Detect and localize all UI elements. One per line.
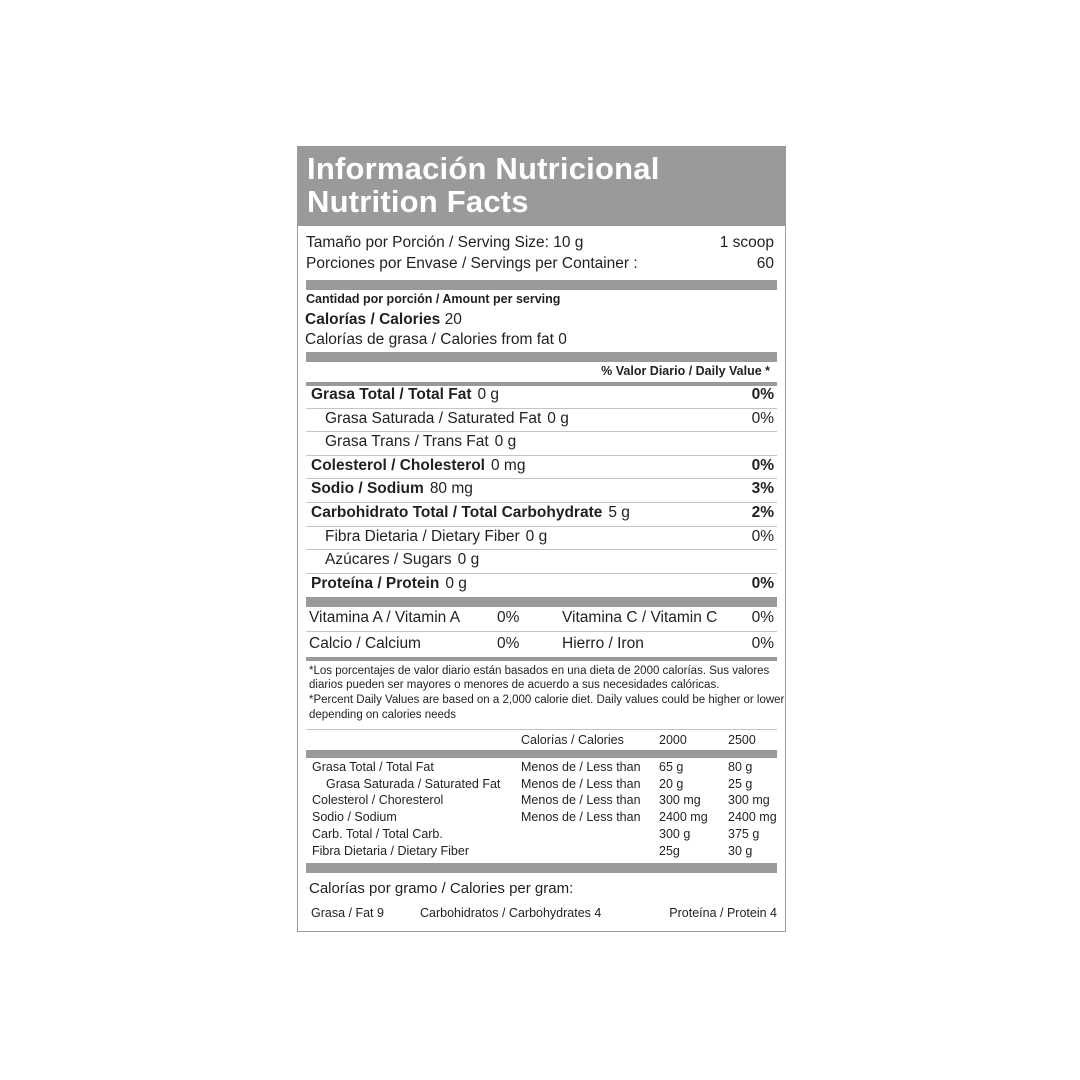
ref-row-2000: 300 mg	[659, 793, 701, 808]
ref-row-2500: 30 g	[728, 843, 753, 858]
nutrient-label: Sodio / Sodium	[311, 480, 424, 498]
nutrient-daily-value: 3%	[751, 480, 774, 498]
calories-label: Calorías / Calories	[305, 311, 441, 328]
nutrient-row	[311, 504, 774, 526]
footnote-es-line2: diarios pueden ser mayores o menores de acuerdo a sus necesidades calóricas.	[309, 679, 720, 691]
iron-label: Hierro / Iron	[562, 635, 644, 652]
ref-row-2500: 375 g	[728, 826, 760, 841]
nutrient-name	[311, 480, 473, 498]
ref-row-2000: 25g	[659, 843, 680, 858]
ref-row-2000: 2400 mg	[659, 810, 708, 825]
nutrient-row	[311, 457, 774, 479]
divider-bar	[306, 280, 777, 290]
vitamin-a-label: Vitamina A / Vitamin A	[309, 609, 461, 626]
nutrient-amount: 0 mg	[490, 456, 526, 474]
divider-line	[306, 431, 777, 432]
amount-per-serving-header: Cantidad por porción / Amount per serving	[306, 292, 561, 306]
ref-row-limit: Menos de / Less than	[521, 776, 641, 791]
divider-bar	[306, 597, 777, 607]
nutrient-label: Azúcares / Sugars	[325, 551, 452, 569]
nutrient-label: Proteína / Protein	[311, 574, 440, 592]
nutrient-label: Grasa Total / Total Fat	[311, 386, 472, 403]
ref-row-2000: 20 g	[659, 776, 684, 791]
ref-row-name: Fibra Dietaria / Dietary Fiber	[312, 843, 469, 858]
nutrient-amount: 0 g	[525, 527, 548, 545]
footnote-en-line1: *Percent Daily Values are based on a 2,000 calorie diet. Daily values could be higher or lower	[309, 694, 785, 706]
nutrient-amount: 5 g	[608, 504, 630, 521]
nutrient-amount: 0 g	[445, 574, 467, 592]
nutrient-label: Grasa Saturada / Saturated Fat	[325, 409, 542, 427]
nutrient-daily-value: 2%	[751, 504, 774, 521]
divider-bar	[306, 352, 777, 362]
nutrient-row	[311, 575, 774, 597]
serving-size-label: Tamaño por Porción / Serving Size: 10 g	[306, 234, 584, 251]
nutrient-daily-value: 0%	[751, 386, 774, 403]
label-header	[298, 147, 785, 226]
nutrient-name	[311, 457, 525, 475]
nutrient-row	[311, 410, 774, 432]
nutrient-name	[325, 410, 569, 428]
calories-row	[305, 311, 462, 329]
nutrient-daily-value: 0%	[751, 574, 774, 592]
nutrient-daily-value: 0%	[751, 456, 774, 474]
ref-col-2000: 2000	[659, 733, 687, 747]
nutrient-daily-value: 0%	[751, 409, 774, 427]
nutrient-name	[325, 433, 516, 451]
footnote-es-line1: *Los porcentajes de valor diario están basados en una dieta de 2000 calorías. Sus valores	[309, 665, 770, 677]
nutrient-row	[311, 480, 774, 502]
footnote-en-line2: depending on calories needs	[309, 709, 457, 721]
vitamin-a-pct: 0%	[497, 609, 520, 626]
divider-bar	[306, 863, 777, 873]
calories-value: 20	[444, 311, 462, 328]
divider-line	[306, 502, 777, 503]
servings-per-container-label: Porciones por Envase / Servings per Container :	[306, 255, 638, 272]
calories-per-gram-title: Calorías por gramo / Calories per gram:	[309, 880, 574, 897]
serving-size-value: 1 scoop	[719, 234, 774, 251]
ref-row-2000: 300 g	[659, 826, 691, 841]
calories-from-fat: Calorías de grasa / Calories from fat 0	[305, 331, 567, 348]
nutrient-label: Colesterol / Cholesterol	[311, 456, 485, 474]
title-english: Nutrition Facts	[307, 184, 529, 219]
nutrient-name	[311, 504, 630, 522]
nutrient-amount: 0 g	[494, 433, 517, 451]
ref-row-name: Carb. Total / Total Carb.	[312, 826, 443, 841]
nutrient-row	[311, 528, 774, 550]
ref-row-limit: Menos de / Less than	[521, 810, 641, 825]
vitamin-c-pct: 0%	[751, 609, 774, 626]
calcium-label: Calcio / Calcium	[309, 635, 421, 652]
nutrient-row	[311, 386, 774, 408]
divider-line	[306, 549, 777, 550]
nutrient-row	[311, 551, 774, 573]
ref-row-2000: 65 g	[659, 760, 684, 774]
nutrient-name	[325, 528, 547, 546]
nutrient-amount: 0 g	[547, 409, 569, 427]
ref-row-2500: 25 g	[728, 776, 753, 791]
ref-row-name: Colesterol / Choresterol	[312, 793, 444, 808]
divider-bar	[306, 657, 777, 661]
ref-row-limit: Menos de / Less than	[521, 760, 641, 774]
ref-row-2500: 300 mg	[728, 793, 770, 808]
nutrient-amount: 80 mg	[429, 480, 473, 498]
nutrient-label: Fibra Dietaria / Dietary Fiber	[325, 527, 520, 545]
vitamin-c-label: Vitamina C / Vitamin C	[562, 609, 718, 626]
nutrient-label: Carbohidrato Total / Total Carbohydrate	[311, 504, 603, 521]
nutrient-amount: 0 g	[477, 386, 500, 403]
protein-per-gram: Proteína / Protein 4	[669, 906, 777, 920]
ref-row-name: Grasa Saturada / Saturated Fat	[326, 776, 501, 791]
carbs-per-gram: Carbohidratos / Carbohydrates 4	[420, 906, 602, 920]
nutrient-row	[311, 433, 774, 455]
divider-line	[306, 631, 777, 632]
fat-per-gram: Grasa / Fat 9	[311, 906, 384, 920]
title-spanish: Información Nutricional	[307, 151, 660, 186]
nutrient-name	[311, 575, 467, 593]
ref-row-name: Grasa Total / Total Fat	[312, 760, 434, 774]
nutrient-name	[311, 386, 499, 404]
divider-bar	[306, 750, 777, 758]
ref-calories-header: Calorías / Calories	[521, 733, 624, 747]
servings-per-container-value: 60	[756, 255, 774, 272]
iron-pct: 0%	[751, 635, 774, 652]
nutrient-amount: 0 g	[457, 551, 480, 569]
ref-row-name: Sodio / Sodium	[312, 810, 397, 825]
divider-line	[306, 729, 777, 730]
calcium-pct: 0%	[497, 635, 520, 652]
nutrient-daily-value: 0%	[751, 527, 774, 545]
ref-col-2500: 2500	[728, 733, 756, 747]
divider-line	[306, 478, 777, 479]
ref-row-limit: Menos de / Less than	[521, 793, 641, 808]
nutrition-label	[297, 146, 786, 932]
ref-row-2500: 2400 mg	[728, 810, 777, 825]
nutrient-name	[325, 551, 479, 569]
ref-row-2500: 80 g	[728, 760, 753, 774]
nutrient-label: Grasa Trans / Trans Fat	[325, 433, 489, 451]
daily-value-header: % Valor Diario / Daily Value *	[601, 364, 770, 378]
